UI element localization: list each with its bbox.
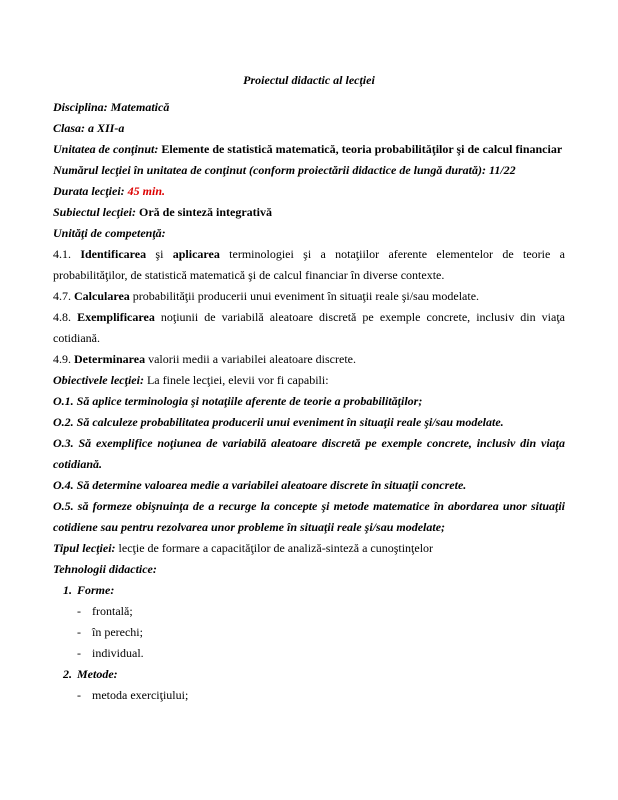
- text-run: Elemente de statistică matematică, teoria probabilităţilor şi de calcul financiar: [161, 142, 563, 156]
- line-obiectiv-o4: [53, 475, 565, 496]
- text-run: O.2. Să calculeze probabilitatea producerii unui eveniment în situaţii reale şi/sau modelate.: [53, 415, 504, 429]
- text-run: 4.8.: [53, 310, 78, 324]
- list-item-metoda-exercitiului: [53, 685, 565, 706]
- line-competenta-4-7: [53, 286, 565, 307]
- line-obiectivele-lectiei: [53, 370, 565, 391]
- text-run: Identificarea: [80, 247, 147, 261]
- dash-bullet: -: [77, 625, 81, 639]
- line-obiectiv-o3: [53, 433, 565, 475]
- dash-bullet: -: [77, 646, 81, 660]
- list-item-individual: [53, 643, 565, 664]
- text-run: valorii medii a variabilei aleatoare discrete.: [145, 352, 356, 366]
- line-obiectiv-o5: [53, 496, 565, 538]
- text-run: Metode:: [77, 667, 118, 681]
- text-run: 4.9.: [53, 352, 74, 366]
- text-run: Forme:: [77, 583, 115, 597]
- line-numarul-lectiei: [53, 160, 565, 181]
- line-competenta-4-9: [53, 349, 565, 370]
- text-run: metoda exerciţiului;: [92, 688, 189, 702]
- text-run: noţiunii de variabilă aleatoare discretă pe exemple concrete, inclusiv din viaţa cotidiană.: [53, 310, 565, 345]
- list-number: 2.: [63, 667, 72, 681]
- text-run: Determinarea: [74, 352, 146, 366]
- text-run: O.5. să formeze obişnuinţa de a recurge la concepte şi metode matematice în abordarea unor situaţii cotidiene sau pentru rezolvarea unor probleme în situaţii reale şi/sau modelate;: [53, 499, 565, 534]
- text-run: Oră de sinteză integrativă: [139, 205, 272, 219]
- text-run: Disciplina: Matematică: [53, 100, 170, 114]
- text-run: Tehnologii didactice:: [53, 562, 157, 576]
- doc-title: [53, 70, 565, 91]
- list-item-metode: [53, 664, 565, 685]
- line-unitati-competenta: [53, 223, 565, 244]
- text-run: Obiectivele lecţiei:: [53, 373, 147, 387]
- line-unitatea-continut: [53, 139, 565, 160]
- document-content: [53, 70, 565, 706]
- text-run: Tipul lecţiei:: [53, 541, 119, 555]
- line-tehnologii-didactice: [53, 559, 565, 580]
- text-run: aplicarea: [172, 247, 220, 261]
- text-run: Unităţi de competenţă:: [53, 226, 166, 240]
- text-run: Exemplificarea: [77, 310, 155, 324]
- dash-bullet: -: [77, 604, 81, 618]
- list-item-frontala: [53, 601, 565, 622]
- duration-value: 45 min.: [127, 184, 165, 198]
- text-run: lecţie de formare a capacităţilor de analiză-sinteză a cunoştinţelor: [118, 541, 434, 555]
- line-subiectul-lectiei: [53, 202, 565, 223]
- line-clasa: [53, 118, 565, 139]
- text-run: Numărul lecţiei în unitatea de conţinut (conform proiectării didactice de lungă durată): 11/22: [53, 163, 516, 177]
- text-run: O.4. Să determine valoarea medie a variabilei aleatoare discrete în situaţii concrete.: [53, 478, 467, 492]
- line-competenta-4-8: [53, 307, 565, 349]
- text-run: terminologiei şi a notaţiilor aferente elementelor de teorie a probabilităţilor, de statistică matematică şi de calcul financiar în diverse contexte.: [53, 247, 565, 282]
- text-run: Calcularea: [74, 289, 130, 303]
- line-competenta-4-1: [53, 244, 565, 286]
- text-run: Subiectul lecţiei:: [53, 205, 139, 219]
- text-run: 4.1.: [53, 247, 81, 261]
- list-item-forme: [53, 580, 565, 601]
- text-run: O.3. Să exemplifice noţiunea de variabilă aleatoare discretă pe exemple concrete, inclusiv din viaţa cotidiană.: [53, 436, 565, 471]
- text-run: Clasa: a XII-a: [53, 121, 125, 135]
- line-tipul-lectiei: [53, 538, 565, 559]
- text-run: şi: [146, 247, 173, 261]
- line-durata-lectiei: [53, 181, 565, 202]
- text-run: O.1. Să aplice terminologia şi notaţiile aferente de teorie a probabilităţilor;: [53, 394, 423, 408]
- text-run: 4.7.: [53, 289, 74, 303]
- line-obiectiv-o1: [53, 391, 565, 412]
- dash-bullet: -: [77, 688, 81, 702]
- text-run: probabilităţii producerii unui eveniment în situaţii reale şi/sau modelate.: [129, 289, 480, 303]
- list-item-in-perechi: [53, 622, 565, 643]
- text-run: individual.: [92, 646, 144, 660]
- list-number: 1.: [63, 583, 72, 597]
- text-run: frontală;: [92, 604, 133, 618]
- text-run: Unitatea de conţinut:: [53, 142, 162, 156]
- line-disciplina: [53, 97, 565, 118]
- text-run: Proiectul didactic al lecţiei: [243, 73, 375, 87]
- line-obiectiv-o2: [53, 412, 565, 433]
- text-run: La finele lecţiei, elevii vor fi capabili:: [146, 373, 329, 387]
- text-run: Durata lecţiei:: [53, 184, 128, 198]
- text-run: în perechi;: [92, 625, 143, 639]
